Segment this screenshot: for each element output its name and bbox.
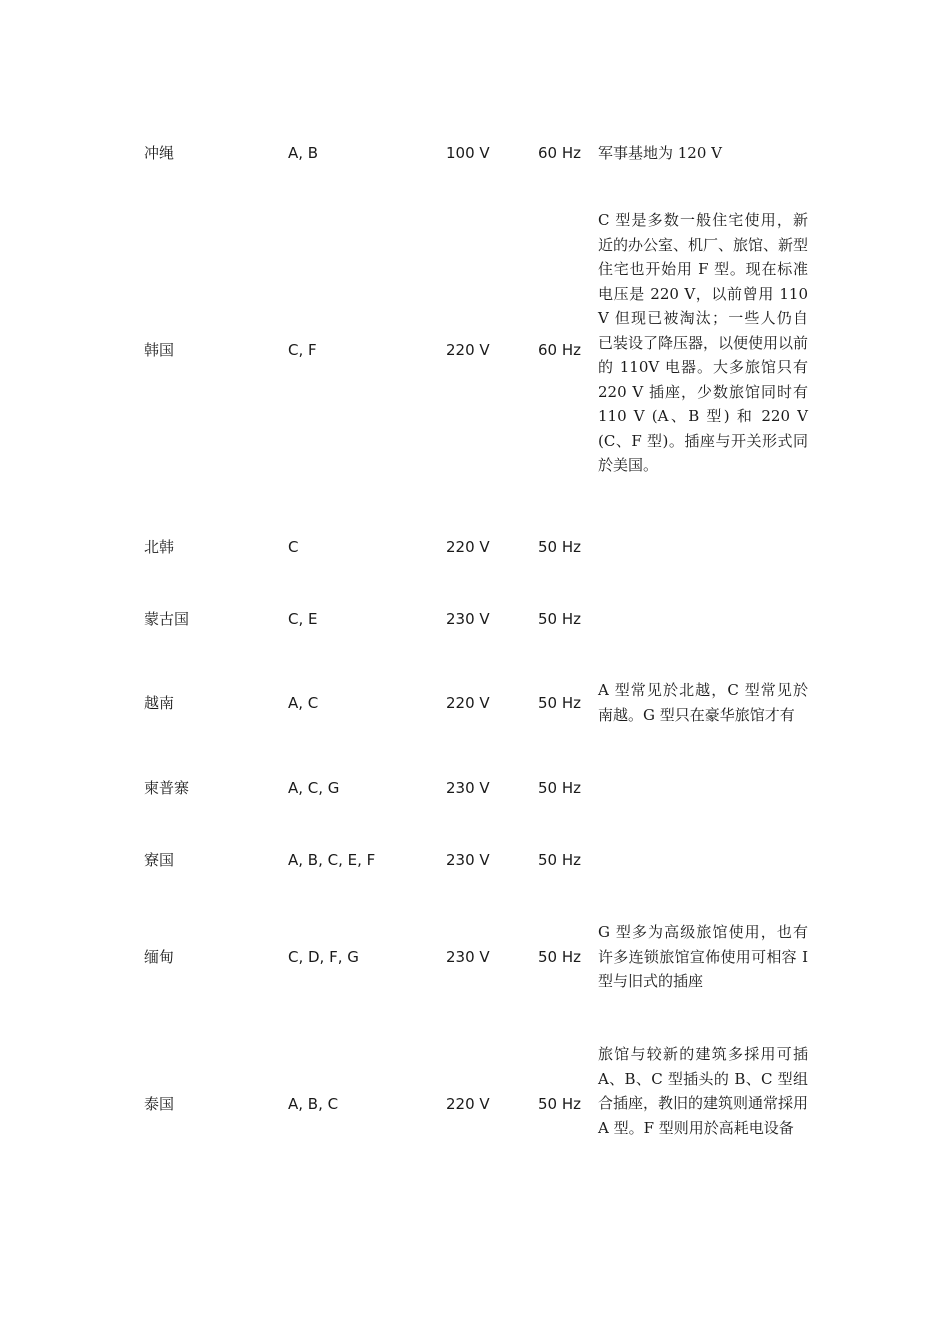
country-name: 蒙古国 <box>144 610 190 628</box>
country-name: 冲绳 <box>144 144 175 162</box>
frequency: 50 Hz <box>538 779 582 797</box>
country-name: 寮国 <box>144 851 175 869</box>
voltage: 230 V <box>446 948 490 966</box>
voltage: 220 V <box>446 1095 490 1113</box>
voltage: 220 V <box>446 538 490 556</box>
country-name: 缅甸 <box>144 948 175 966</box>
plug-types: A, C <box>288 694 319 712</box>
plug-types: A, B, C <box>288 1095 339 1113</box>
frequency: 50 Hz <box>538 694 582 712</box>
notes: 军事基地为 120 V <box>598 144 722 162</box>
country-name: 韩国 <box>144 341 175 359</box>
frequency: 50 Hz <box>538 948 582 966</box>
frequency: 60 Hz <box>538 341 582 359</box>
frequency: 50 Hz <box>538 610 582 628</box>
country-name: 北韩 <box>144 538 175 556</box>
plug-types: C, F <box>288 341 317 359</box>
frequency: 50 Hz <box>538 538 582 556</box>
country-name: 越南 <box>144 694 175 712</box>
voltage: 220 V <box>446 694 490 712</box>
plug-types: A, B, C, E, F <box>288 851 376 869</box>
frequency: 50 Hz <box>538 851 582 869</box>
plug-types: C, E <box>288 610 318 628</box>
plug-types: C <box>288 538 299 556</box>
notes: A 型常见於北越，C 型常见於南越。G 型只在豪华旅馆才有 <box>598 681 808 724</box>
plug-types: A, C, G <box>288 779 340 797</box>
voltage: 220 V <box>446 341 490 359</box>
notes: 旅馆与较新的建筑多採用可插 A、B、C 型插头的 B、C 型组合插座，教旧的建筑则通常採用 A 型。F 型则用於高耗电设备 <box>598 1045 809 1137</box>
notes: G 型多为高级旅馆使用，也有许多连锁旅馆宣佈使用可相容 I 型与旧式的插座 <box>598 923 808 990</box>
voltage: 230 V <box>446 610 490 628</box>
country-name: 柬普寨 <box>144 779 190 797</box>
voltage: 100 V <box>446 144 490 162</box>
voltage: 230 V <box>446 851 490 869</box>
frequency: 60 Hz <box>538 144 582 162</box>
notes: C 型是多数一般住宅使用，新近的办公室、机厂、旅馆、新型住宅也开始用 F 型。现在标准电压是 220 V，以前曾用 110 V 但现已被淘汰；一些人仍自已装设了降压器，以便使用以前的 110V 电器。大多旅馆只有 220 V 插座，少数旅馆同时有 110 V (A、B 型) 和 220 V (C、F 型)。插座与开关形式同於美国。 <box>598 211 809 474</box>
plug-types: C, D, F, G <box>288 948 359 966</box>
country-name: 泰国 <box>144 1095 175 1113</box>
voltage: 230 V <box>446 779 490 797</box>
frequency: 50 Hz <box>538 1095 582 1113</box>
plug-types: A, B <box>288 144 319 162</box>
